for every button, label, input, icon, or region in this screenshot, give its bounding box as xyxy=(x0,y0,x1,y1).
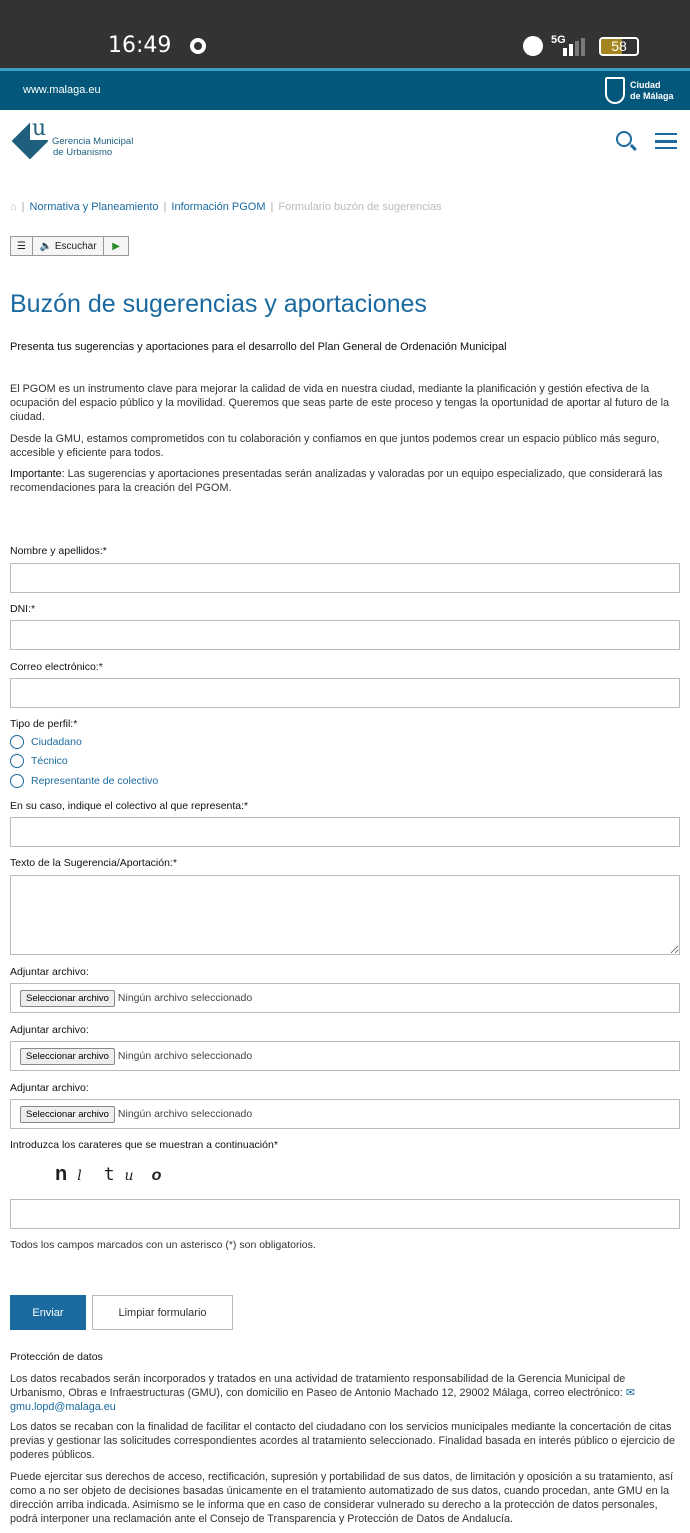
important-paragraph xyxy=(10,467,682,495)
clock: 16:49 xyxy=(108,33,172,58)
radio-representante[interactable] xyxy=(10,774,158,788)
listen-label: Escuchar xyxy=(54,240,97,252)
chrome-icon xyxy=(190,38,206,54)
submit-button[interactable]: Enviar xyxy=(10,1295,86,1330)
privacy-email-link[interactable]: gmu.lopd@malaga.eu xyxy=(10,1401,116,1413)
collective-label: En su caso, indique el colectivo al que representa:* xyxy=(10,800,249,812)
page-subtitle: Presenta tus sugerencias y aportaciones para el desarrollo del Plan General de Ordenación Municipal xyxy=(10,341,507,353)
alarm-icon xyxy=(523,36,543,56)
privacy-paragraph: Los datos se recaban con la finalidad de facilitar el contacto del ciudadano con los servicios municipales mediante la concertación de citas previas y gestionar las solicitudes correspondientes acordes al tratamiento seleccionado. Finalidad basada en interés público o ejercicio de poderes públicos. xyxy=(10,1421,675,1461)
select-file-button[interactable]: Seleccionar archivo xyxy=(20,1106,115,1123)
mail-icon: ✉ xyxy=(625,1387,635,1399)
radio-tecnico[interactable] xyxy=(10,754,68,768)
reset-button[interactable]: Limpiar formulario xyxy=(92,1295,233,1330)
privacy-title: Protección de datos xyxy=(10,1351,103,1363)
status-bar xyxy=(0,0,690,68)
menu-icon[interactable]: ☰ xyxy=(11,237,33,255)
battery-level: 58 xyxy=(611,38,627,54)
battery-icon xyxy=(599,37,639,56)
attach-label: Adjuntar archivo: xyxy=(10,1082,89,1094)
captcha-char: t xyxy=(103,1164,115,1185)
important-label: Importante: xyxy=(10,468,65,480)
logo-text[interactable] xyxy=(52,136,133,158)
file-input[interactable] xyxy=(10,1041,680,1071)
captcha-char: u xyxy=(124,1168,134,1184)
intro-paragraph: Desde la GMU, estamos comprometidos con tu colaboración y confiamos en que juntos podemos crear un espacio público más seguro, accesible y eficiente para todos. xyxy=(10,433,660,459)
captcha-char: l xyxy=(77,1168,82,1184)
radio-label: Ciudadano xyxy=(31,736,82,748)
intro-paragraph: El PGOM es un instrumento clave para mejorar la calidad de vida en nuestra ciudad, mediante la planificación y gestión efectiva de la ocupación del espacio público y la movilidad. Queremos que seas parte de este proceso y tengas la oportunidad de aportar al futuro de la ciudad. xyxy=(10,383,670,423)
speaker-icon: 🔈 xyxy=(39,240,52,252)
logo-line1: Gerencia Municipal xyxy=(52,136,134,147)
dni-input[interactable] xyxy=(10,620,680,650)
file-input[interactable] xyxy=(10,983,680,1013)
breadcrumb-normativa[interactable]: Normativa y Planeamiento xyxy=(29,201,159,213)
captcha-input[interactable] xyxy=(10,1199,680,1229)
radio-label: Técnico xyxy=(31,755,68,767)
readspeaker-widget xyxy=(10,236,129,256)
dni-label: DNI:* xyxy=(10,603,36,615)
logo-line2: de Urbanismo xyxy=(53,147,113,158)
breadcrumb: ⌂ | Normativa y Planeamiento | Información PGOM | Formulario buzón de sugerencias xyxy=(10,201,442,213)
radio-circle[interactable] xyxy=(10,774,24,788)
home-icon[interactable]: ⌂ xyxy=(10,201,17,213)
email-label: Correo electrónico:* xyxy=(10,661,103,673)
profile-label: Tipo de perfil:* xyxy=(10,718,78,730)
file-status: Ningún archivo seleccionado xyxy=(117,992,253,1004)
required-note: Todos los campos marcados con un asterisco (*) son obligatorios. xyxy=(10,1239,316,1251)
city-line2: de Málaga xyxy=(630,91,674,101)
attach-label: Adjuntar archivo: xyxy=(10,966,89,978)
city-shield-icon xyxy=(605,77,625,104)
file-status: Ningún archivo seleccionado xyxy=(117,1108,253,1120)
captcha-label: Introduzca los carateres que se muestran a continuación* xyxy=(10,1139,278,1151)
network-type: 5G xyxy=(551,34,566,46)
file-status: Ningún archivo seleccionado xyxy=(117,1050,253,1062)
site-link[interactable]: www.malaga.eu xyxy=(23,84,101,96)
play-icon[interactable]: ▶ xyxy=(112,240,120,252)
name-input[interactable] xyxy=(10,563,680,593)
important-text: Las sugerencias y aportaciones presentadas serán analizadas y valoradas por un equipo especializado, que considerará las recomendaciones para la creación del PGOM. xyxy=(10,468,663,494)
captcha-image xyxy=(55,1163,161,1186)
suggestion-label: Texto de la Sugerencia/Aportación:* xyxy=(10,857,177,869)
file-input[interactable] xyxy=(10,1099,680,1129)
collective-input[interactable] xyxy=(10,817,680,847)
page-title: Buzón de sugerencias y aportaciones xyxy=(10,290,427,318)
logo-letter[interactable]: u xyxy=(32,116,47,141)
select-file-button[interactable]: Seleccionar archivo xyxy=(20,1048,115,1065)
city-line1: Ciudad xyxy=(630,80,661,90)
top-bar xyxy=(0,71,690,110)
captcha-char: n xyxy=(55,1163,68,1185)
city-logo[interactable] xyxy=(630,80,674,102)
privacy-text: Los datos recabados serán incorporados y tratados en una actividad de tratamiento responsabilidad de la Gerencia Municipal de Urbanismo, Obras e Infraestructuras (GMU), con domicilio en Paseo de Antonio Machado 12, 29002 Málaga, correo electrónico: xyxy=(10,1373,626,1399)
menu-icon[interactable] xyxy=(655,133,677,149)
breadcrumb-pgom[interactable]: Información PGOM xyxy=(171,201,266,213)
name-label: Nombre y apellidos:* xyxy=(10,545,107,557)
radio-ciudadano[interactable] xyxy=(10,735,82,749)
attach-label: Adjuntar archivo: xyxy=(10,1024,89,1036)
radio-label: Representante de colectivo xyxy=(31,775,159,787)
email-input[interactable] xyxy=(10,678,680,708)
select-file-button[interactable]: Seleccionar archivo xyxy=(20,990,115,1007)
radio-circle[interactable] xyxy=(10,735,24,749)
privacy-paragraph: Puede ejercitar sus derechos de acceso, rectificación, supresión y portabilidad de sus datos, de limitación y oposición a su tratamiento, así como a no ser objeto de decisiones basadas únicamente en el tratamiento automatizado de sus datos, cuando procedan, ante GMU en la dirección arriba indicada. Asimismo se le informa que en caso de considerar vulnerado su derecho a la protección de datos personales, podrá interponer una reclamación ante el Consejo de Transparencia y Protección de Datos de Andalucía. xyxy=(10,1471,674,1525)
radio-circle[interactable] xyxy=(10,754,24,768)
suggestion-textarea[interactable] xyxy=(10,875,680,955)
captcha-char: o xyxy=(151,1167,162,1184)
privacy-paragraph xyxy=(10,1372,682,1414)
listen-button[interactable] xyxy=(33,237,104,255)
breadcrumb-current: Formulario buzón de sugerencias xyxy=(278,201,442,213)
search-icon[interactable] xyxy=(616,131,632,147)
signal-icon xyxy=(563,38,589,56)
